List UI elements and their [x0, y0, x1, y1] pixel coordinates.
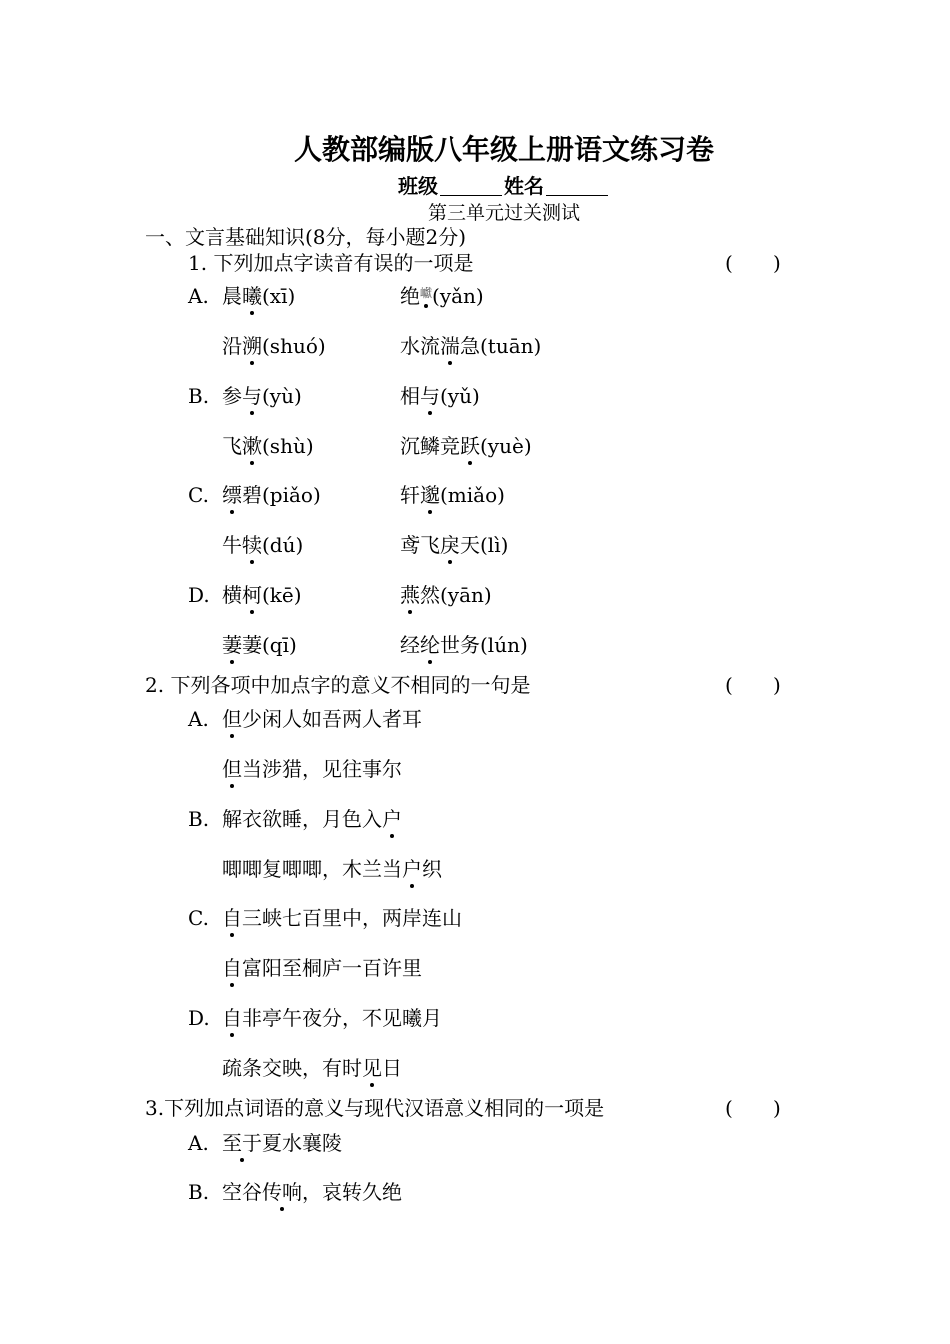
section-heading: 一、文言基础知识(8分，每小题2分): [145, 225, 467, 249]
q1-d-word4: 经纶世务(lún): [400, 633, 528, 657]
q2-b-sentence1: 解衣欲睡，月色入户: [222, 807, 402, 831]
q1-a-word3: 沿溯(shuó): [222, 334, 326, 358]
q3-option-a-letter: A.: [188, 1131, 209, 1155]
q1-option-c-letter: C.: [188, 483, 209, 507]
q2-option-c-letter: C.: [188, 906, 209, 930]
q3-b-sentence1: 空谷传响，哀转久绝: [222, 1180, 402, 1204]
name-blank[interactable]: [546, 195, 608, 196]
q1-b-word3: 飞漱(shù): [222, 434, 314, 458]
q1-c-word4: 鸢飞戾天(lì): [400, 533, 509, 557]
q1-d-word3: 萋萋(qī): [222, 633, 297, 657]
q2-option-d-letter: D.: [188, 1006, 210, 1030]
q2-b-sentence2: 唧唧复唧唧，木兰当户织: [222, 857, 442, 881]
q1-c-word3: 牛犊(dú): [222, 533, 304, 557]
q3-option-b-letter: B.: [188, 1180, 210, 1204]
q1-a-word4: 水流湍急(tuān): [400, 334, 542, 358]
page-title: 人教部编版八年级上册语文练习卷: [293, 133, 714, 166]
q1-option-b-letter: B.: [188, 384, 210, 408]
q1-b-word1: 参与(yù): [222, 384, 302, 408]
name-label: 姓名: [504, 174, 544, 198]
q1-d-word2: 燕然(yān): [400, 583, 492, 607]
q1-option-d-letter: D.: [188, 583, 210, 607]
q1-c-word1: 缥碧(piǎo): [222, 483, 321, 507]
q3-a-sentence1: 至于夏水襄陵: [222, 1131, 342, 1155]
q1-d-word1: 横柯(kē): [222, 583, 302, 607]
q1-b-word2: 相与(yǔ): [400, 384, 480, 408]
class-blank[interactable]: [440, 195, 502, 196]
q2-stem: 2. 下列各项中加点字的意义不相同的一句是: [145, 673, 531, 697]
q1-option-a-letter: A.: [188, 284, 209, 308]
q3-stem: 3.下列加点词语的意义与现代汉语意义相同的一项是: [145, 1096, 605, 1120]
q2-d-sentence2: 疏条交映，有时见日: [222, 1056, 402, 1080]
q2-answer-bracket[interactable]: ( ): [725, 673, 781, 697]
q2-a-sentence2: 但当涉猎，见往事尔: [222, 757, 402, 781]
q2-option-b-letter: B.: [188, 807, 210, 831]
q1-a-word2: 绝巘(yǎn): [400, 284, 484, 308]
q2-d-sentence1: 自非亭午夜分，不见曦月: [222, 1006, 442, 1030]
q2-c-sentence2: 自富阳至桐庐一百许里: [222, 956, 422, 980]
q1-c-word2: 轩邈(miǎo): [400, 483, 505, 507]
q1-stem: 1. 下列加点字读音有误的一项是: [188, 251, 474, 275]
q3-answer-bracket[interactable]: ( ): [725, 1096, 781, 1120]
q2-a-sentence1: 但少闲人如吾两人者耳: [222, 707, 422, 731]
unit-subtitle: 第三单元过关测试: [427, 202, 580, 224]
q1-b-word4: 沉鳞竞跃(yuè): [400, 434, 532, 458]
q2-option-a-letter: A.: [188, 707, 209, 731]
q1-answer-bracket[interactable]: ( ): [725, 251, 781, 275]
q1-a-word1: 晨曦(xī): [222, 284, 296, 308]
q2-c-sentence1: 自三峡七百里中，两岸连山: [222, 906, 462, 930]
class-label: 班级: [398, 174, 438, 198]
class-name-line: [0, 176, 950, 196]
